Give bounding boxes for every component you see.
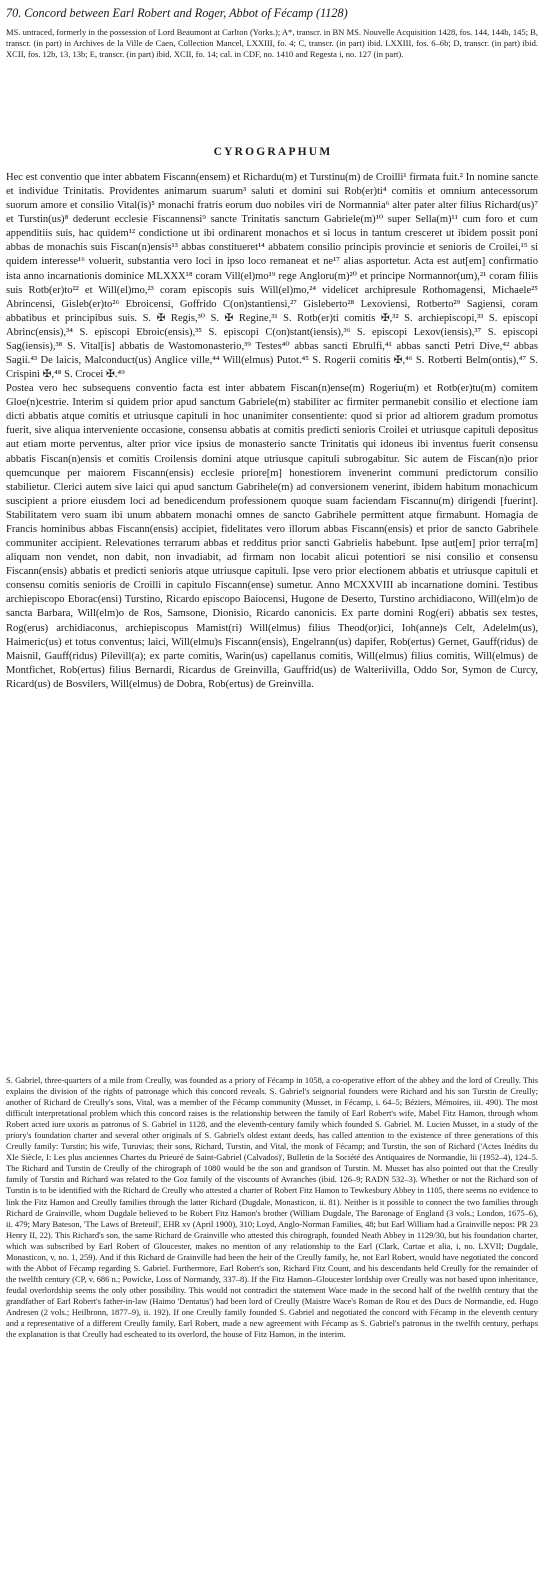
manuscript-sources-note: MS. untraced, formerly in the possession of Lord Beaumont at Carlton (Yorks.); A*, transcr. in BN MS. Nouvelle Acquisition 1428, fos. 144, 144b, 145; B, transcr. (in part) in Archives de la Ville de Caen, Collection Mancel, LXXIII, fo. 4; C, transcr. (in part) ibid. LXXIII, fos. 6–6b; D, transcr. (in part) ibid. XCII, fos. 12b, 13, 13b; E, transcr. (in part) ibid. XCII, fo. 14; cal. in CDF, no. 1410 and Regesta i, no. 127 (in part). xyxy=(6,27,538,60)
commentary-text: S. Gabriel, three-quarters of a mile from Creully, was founded as a priory of Fécamp in 1058, a co-operative effort of the abbey and the lord of Creully. This explains the division of the rights of patronage which this concord reveals. S. Gabriel's seignorial founders were Richard and his son Turstin de Creully; another of Richard de Creully's sons, Vital, was a member of the Fécamp community (Musset, in Fécamp, i. 64–5; Béziers, Mémoires, iii. 490). The most difficult interpretational problem which this concord raises is the relationship between the family of Earl Robert's wife, Mabel Fitz Hamon, through whom Robert acted iure uxoris as patronus of S. Gabriel in 1128, and the eleventh-century family which founded S. Gabriel. M. Lucien Musset, in a study of the priory's foundation charter and several other originals of S. Gabriel's oldest extant deeds, has called attention to the existence of three generations of this Creully family: Turstin; his wife, Turuvias; their sons, Richard, Turstin, and Vital, the monk of Fécamp; and Turstin, the son of Richard ('Actes Inédits du XIe Siècle, I: Les plus anciennes Chartes du Prieuré de Saint-Gabriel (Calvados)', Bulletin de la Société des Antiquaires de Normandie, lii (1952–4), 124–5. The Richard and Turstin de Creully of the chirograph of 1080 would be the son and grandson of Turstin. M. Musset has also pointed out that the Creully family of Turstin and Richard was related to the Goz family of the viscounts of Avranches (ibid. 126–9; RADN 532–3). Whether or not the Richard son of Turstin is to be identified with the Richard de Creully who attested a charter of Robert Fitz Hamon to Tewkesbury Abbey in 1105, there seems no evidence to link the Fitz Hamon and Creully families through the latter Richard (Dugdale, Monasticon, ii. 81). Neither is it possible to connect the two families through Richard de Grainville, whom Dugdale believed to be Robert Fitz Hamon's brother (William Dugdale, The Baronage of England (3 vols.; London, 1675–6), ii. 479; Mary Bateson, 'The Laws of Breteuil', EHR xv (April 1900), 310; Loyd, Anglo-Norman Families, 48; but Earl William had a Grainville nepos: PR 23 Henry II, 22). This Richard's son, the same Richard de Grainville who attested this chirograph, founded Neath Abbey in 1129/30, but his foundation charter, which was subscribed by Earl Robert of Gloucester, makes no mention of any relationship to the Earl (Clark, Cartae et alia, i, no. LXVII; Dugdale, Monasticon, v, no. 1, 259). And if this Richard de Grainville had been the heir of the Creully family, he, not Earl Robert, would have negotiated the concord with the Abbot of Fécamp regarding S. Gabriel. Furthermore, Earl Robert's son, Richard Fitz Count, and his descendants held Creully for the remainder of the twelfth century (CP, v. 686 n.; Powicke, Loss of Normandy, 337–8). If the Fitz Hamon–Gloucester lordship over Creully was not based upon inheritance, feudal overlordship seems the only other possibility. This would not contradict the statement Wace made in the second half of the twelfth century that the grandfather of Earl Robert's father-in-law (Haimo 'Dentatus') had been lord of Creully (Maistre Wace's Roman de Rou et des Ducs de Normandie, ed. Hugo Andresen (2 vols.; Heilbronn, 1877–9), ii. 192). If one Creully family founded S. Gabriel and negotiated the concord with Fécamp in the eleventh century and a representative of a different Creully family, Earl Robert, made a new agreement with Fécamp as S. Gabriel's patronus in the twelfth century, perhaps the explanation is that Creully had escheated to its overlord, the house of Fitz Hamon, in the interim. xyxy=(6,1075,538,1340)
document-heading: 70. Concord between Earl Robert and Roger, Abbot of Fécamp (1128) xyxy=(6,6,348,20)
section-title: CYROGRAPHUM xyxy=(213,146,333,158)
charter-text xyxy=(6,171,538,692)
charter-paragraph-2: Postea vero hec subsequens conventio facta est inter abbatem Fiscan(n)ense(m) Rogeriu(m) et Rotb(er)tu(m) comitem Gloe(n)cestrie. Interim si quidem prior apud sanctum Gabriele(m) stabiliter ac firmiter permanebit consilio et electione iam dicti abbatis atque comitis et utriusque capituli in hoc unanimiter consentiente: quod si prior ad altiorem gradum promotus fuerit, sive aliqua interveniente occasione, consensu abbatis at comitis predicti senioris Croilei et utriusque capituli depositus aut etiam morte perventus, alter prior vice ipsius de monasterio sancte Trinitatis qui idoneus ibi inventus fuerit consensu abbatis Fiscan(n)ensis et comitis Croilensis domini atque utriusque capituli subrogabitur. Sic autem de Fiscan(n)o prior quemcunque per maiorem Fiscann(ensis) ecclesie priore[m] honestiorem invenerint communi predictorum consilio stabilietur. Clerici autem sive laici qui apud sanctum Gabrihele(m) ad conversionem venerint, ibidem habitum monachicum suscipient a priore eiusdem loci ad benedicendum professionem quoque suam faciendam Fiscannu(m) dirigendi [fuerint]. Stabilitatem vero suam ibi unum abbatem monachi omnes de sancto Gabrihele permittent atque firmabunt. Homagia de Francis hominibus abbas Fiscann(ensis) accipiet, fidelitates vero illorum abbas Fiscann(ensis) et prior de sancto Gabrihele communiter accipient. Relevationes terrarum abbas et redditus prior sancti Gabrielis habebunt. Ipse aut[em] prior terra[m] aliquam non vendet, non dabit, non invadiabit, ad firmam non locabit alicui potentiori se nisi consilio et consensu Fiscann(ensis) abbatis et predicti senioris atque utriusque capituli. Ipse vero prior electionem abbatis et utriusque capituli et consensu comitis senioris de Croilli in capitulo Fiscann(ense) sumetur. Anno MCXXVIII ab incarnatione domini. Testibus archiepiscopo Eborac(ensi) Turstino, Ricardo episcopo Baiocensi, Hugone de Deserto, Turstino archidiacono, Will(elm)o de sancta Barbara, Will(elm)o de Ros, Samsone, Dionisio, Ricardo canonicis. Ex parte domini Rog(eri) abbatis sex testes, Rog(erus) archidiaconus, archiepiscopus Mamist(ri) Will(elmus) filius Theod(or)ici, Ioh(anne)s Celt, Adelelm(us), Haimeric(us) et totus conventus; laici, Will(elmu)s Fiscann(ensis), Engelrann(us) dapifer, Rob(ertus) Gernet, Gauff(ridus) de Maisnil, Gauff(ridus) Pilevill(a); ex parte comitis, Warin(us) capellanus comitis, Will(elmus) filius comitis, Will(elmus) de Montfichet, Rob(ertus) filius Bernardi, Ricardus de Greinvilla, Gauffrid(us) de Walteriivilla, Oddo Sor, Symon de Curcy, Ricard(us) de Bosvilers, Will(elmus) de Dobra, Rob(ertus) de Greinvilla. xyxy=(6,383,538,690)
charter-paragraph-1: Hec est conventio que inter abbatem Fiscann(ensem) et Richardu(m) et Turstinu(m) de Croilli¹ firmata fuit.² In nomine sancte et individue Trinitatis. Providentes animarum suarum³ saluti et domini sui Rob(er)ti⁴ comitis et omnium antecessorum suorum amore et consilio Vital(is)⁵ monachi fratris eorum duo nobiles viri de Normannia⁶ alter pater alter filius Richard(us)⁷ et Turstin(us)⁸ dederunt ecclesie Fiscannensi⁹ sancte Trinitatis sanctum Gabriele(m)¹⁰ super Sella(m)¹¹ cum foro et cum appenditiis suis, hac quidem¹² condictione ut ibi ordinarent monachos et si locus in tantum cresceret ut ibidem possit poni abbas de monachis suis Fiscan(n)ensis¹³ abbas constitueret¹⁴ abbatem consilio principis provincie et senioris de Croilei,¹⁵ si quidem interesse¹⁶ voluerit, substantia vero loci in ipso loco remaneat et ne¹⁷ alias asportetur. Acta est aut[em] confirmatio ista anno incarnationis dominice MLXXX¹⁸ coram Vill(el)mo¹⁹ rege Angloru(m)²⁰ et principe Normannor(um),²¹ coram filiis suis Rotb(er)to²² et Will(el)mo,²³ coram episcopis suis Will(el)mo,²⁴ videlicet archipresule Rothomagensi, Michaele²⁵ Abrincensi, Gisleb(er)to²⁶ Ebroicensi, Goffrido C(on)stantiensi,²⁷ Gisleberto²⁸ Lexoviensi, Rotberto²⁹ Sagiensi, coram abbatibus et principibus suis. S. ✠ Regis,³⁰ S. ✠ Regine,³¹ S. Rotb(er)ti comitis ✠,³² S. archiepiscopi,³³ S. episcopi Abrinc(ensis),³⁴ S. episcopi Ebroic(ensis),³⁵ S. episcopi C(on)stant(iensis),³⁶ S. episcopi Lexov(iensis),³⁷ S. episcopi Sag(iensis),³⁸ S. Vital[is] abbatis de Wastomonasterio,³⁹ Testes⁴⁰ abbas sancti Ebrulfi,⁴¹ abbas sancti Petri Dive,⁴² abbas Sagii.⁴³ De laicis, Malconduct(us) Anglice ville,⁴⁴ Will(elmus) Putot.⁴⁵ S. Rogerii comitis ✠,⁴⁶ S. Rotberti Belm(ontis),⁴⁷ S. Crispini ✠,⁴⁸ S. Crocei ✠.⁴⁹ xyxy=(6,172,538,381)
